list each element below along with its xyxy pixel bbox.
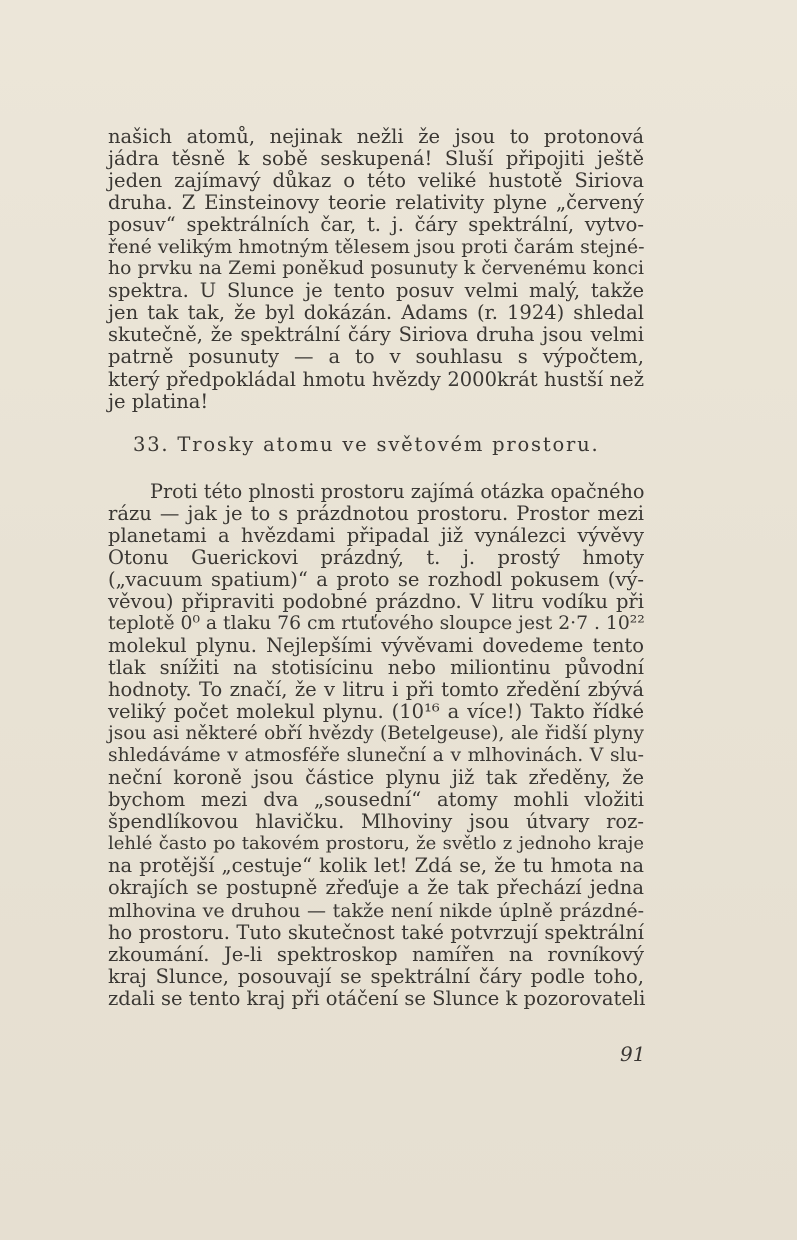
text-line: mlhovina ve druhou — takže není nikde úplně prázdné-	[108, 899, 644, 922]
text-line: hodnoty. To značí, že v litru i při tomto zředění zbývá	[108, 678, 644, 702]
text-line: ho prvku na Zemi poněkud posunuty k červenému konci	[108, 258, 644, 280]
text-line: neční koroně jsou částice plynu již tak zředěny, že	[108, 766, 644, 790]
section-heading: 33. Trosky atomu ve světovém prostoru.	[133, 432, 600, 456]
text-line: rázu — jak je to s prázdnotou prostoru. Prostor mezi	[108, 501, 644, 525]
text-line: planetami a hvězdami připadal již vynálezci vývěvy	[108, 523, 644, 547]
text-line: Proti této plnosti prostoru zajímá otázka opačného	[150, 479, 645, 503]
text-line: který předpokládal hmotu hvězdy 2000krát hustší než	[108, 367, 644, 391]
text-line: bychom mezi dva „sousední“ atomy mohli vložiti	[108, 788, 644, 812]
text-line: jen tak tak, že byl dokázán. Adams (r. 1924) shledal	[108, 301, 644, 325]
text-line: na protější „cestuje“ kolik let! Zdá se, že tu hmota na	[108, 854, 644, 878]
page-number: 91	[620, 1042, 646, 1066]
paragraph	[108, 126, 644, 413]
text-line: kraj Slunce, posouvají se spektrální čáry podle toho,	[108, 964, 644, 988]
text-line: řené velikým hmotným tělesem jsou proti čarám stejné-	[108, 236, 645, 259]
text-line: jsou asi některé obří hvězdy (Betelgeuse), ale řidší plyny	[108, 723, 644, 745]
text-line: patrně posunuty — a to v souhlasu s výpočtem,	[108, 345, 644, 369]
text-line: skutečně, že spektrální čáry Siriova druha jsou velmi	[108, 323, 644, 347]
text-line: Otonu Guerickovi prázdný, t. j. prostý hmoty	[108, 545, 644, 569]
text-line: našich atomů, nejinak nežli že jsou to protonová	[108, 125, 644, 148]
text-line: tlak snížiti na stotisícinu nebo miliontinu původní	[108, 655, 644, 679]
text-line: molekul plynu. Nejlepšími vývěvami dovedeme tento	[108, 633, 644, 657]
text-line: („vacuum spatium)“ a proto se rozhodl pokusem (vý-	[108, 567, 644, 591]
text-line: shledáváme v atmosféře sluneční a v mlhovinách. V slu-	[108, 745, 644, 767]
text-line: je platina!	[108, 389, 209, 413]
text-line: zkoumání. Je-li spektroskop namířen na rovníkový	[108, 942, 644, 966]
text-line: spektra. U Slunce je tento posuv velmi malý, takže	[108, 279, 644, 303]
text-line: ho prostoru. Tuto skutečnost také potvrzují spektrální	[108, 920, 644, 944]
paragraph	[108, 481, 644, 1010]
text-line: špendlíkovou hlavičku. Mlhoviny jsou útvary roz-	[108, 810, 644, 834]
text-line: lehlé často po takovém prostoru, že světlo z jednoho kraje	[108, 833, 644, 855]
text-line: zdali se tento kraj při otáčení se Slunce k pozorovateli	[108, 986, 646, 1010]
text-line: okrajích se postupně zřeďuje a že tak přechází jedna	[108, 876, 644, 900]
text-line: veliký počet molekul plynu. (10¹⁶ a více!) Takto řídké	[108, 700, 644, 724]
text-line: posuv“ spektrálních čar, t. j. čáry spektrální, vytvo-	[108, 213, 644, 237]
text-line: teplotě 0⁰ a tlaku 76 cm rtuťového sloupce jest 2·7 . 10²²	[108, 612, 645, 634]
text-line: jádra těsně k sobě seskupená! Sluší připojiti ještě	[108, 147, 644, 171]
text-line: věvou) připraviti podobné prázdno. V litru vodíku při	[108, 589, 644, 613]
text-line: druha. Z Einsteinovy teorie relativity plyne „červený	[108, 191, 644, 215]
text-line: jeden zajímavý důkaz o této veliké hustotě Siriova	[108, 169, 644, 193]
text-block	[108, 126, 644, 1010]
